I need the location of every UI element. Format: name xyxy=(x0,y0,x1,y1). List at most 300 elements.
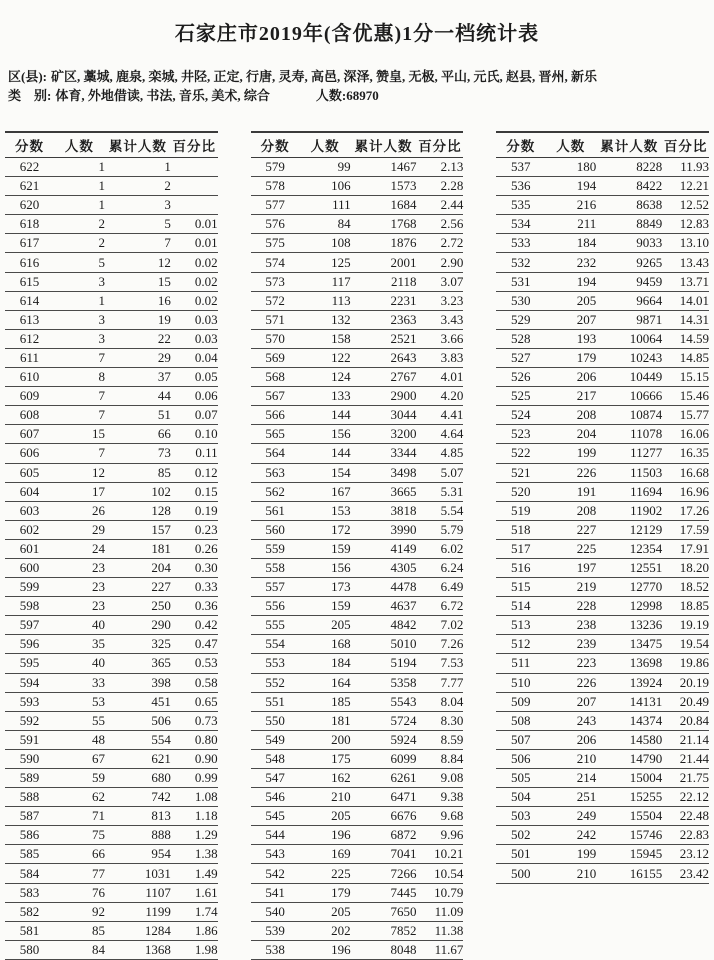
score-row xyxy=(496,406,709,425)
score-cell: 513 xyxy=(496,616,545,635)
count-cell: 154 xyxy=(300,463,351,482)
percent-cell: 2.72 xyxy=(417,234,464,253)
cumulative-cell: 128 xyxy=(105,501,171,520)
percent-cell: 0.19 xyxy=(171,501,218,520)
cumulative-cell: 13236 xyxy=(596,616,662,635)
score-row xyxy=(251,902,464,921)
count-cell: 3 xyxy=(54,272,105,291)
score-cell: 581 xyxy=(5,921,54,940)
score-cell: 500 xyxy=(496,864,545,883)
score-cell: 532 xyxy=(496,253,545,272)
score-row xyxy=(5,921,218,940)
score-cell: 530 xyxy=(496,291,545,310)
score-row xyxy=(496,520,709,539)
percent-cell: 19.86 xyxy=(662,654,709,673)
score-row xyxy=(5,310,218,329)
score-cell: 613 xyxy=(5,310,54,329)
count-cell: 153 xyxy=(300,501,351,520)
cumulative-cell: 7445 xyxy=(351,883,417,902)
cumulative-cell: 12354 xyxy=(596,539,662,558)
count-cell: 67 xyxy=(54,749,105,768)
percent-cell: 20.19 xyxy=(662,673,709,692)
count-cell: 84 xyxy=(300,215,351,234)
percent-cell: 6.49 xyxy=(417,578,464,597)
percent-cell: 15.46 xyxy=(662,387,709,406)
cumulative-cell: 6676 xyxy=(351,807,417,826)
score-cell: 603 xyxy=(5,501,54,520)
percent-cell: 1.61 xyxy=(171,883,218,902)
cumulative-cell: 398 xyxy=(105,673,171,692)
score-tables xyxy=(5,131,709,960)
cumulative-cell: 365 xyxy=(105,654,171,673)
count-cell: 59 xyxy=(54,769,105,788)
percent-cell: 14.31 xyxy=(662,310,709,329)
score-cell: 579 xyxy=(251,158,300,177)
score-row xyxy=(251,921,464,940)
count-cell: 227 xyxy=(545,520,596,539)
cumulative-cell: 8228 xyxy=(596,158,662,177)
percent-cell: 10.54 xyxy=(417,864,464,883)
score-cell: 559 xyxy=(251,539,300,558)
percent-cell: 6.24 xyxy=(417,558,464,577)
cumulative-cell: 13924 xyxy=(596,673,662,692)
score-row xyxy=(251,558,464,577)
score-cell: 620 xyxy=(5,196,54,215)
score-cell: 583 xyxy=(5,883,54,902)
score-cell: 543 xyxy=(251,845,300,864)
cumulative-cell: 3200 xyxy=(351,425,417,444)
score-row xyxy=(496,329,709,348)
score-row xyxy=(5,558,218,577)
percent-cell: 4.85 xyxy=(417,444,464,463)
percent-cell: 11.38 xyxy=(417,921,464,940)
region-line xyxy=(8,67,706,86)
cumulative-cell: 12551 xyxy=(596,558,662,577)
cumulative-cell: 1 xyxy=(105,158,171,177)
score-row xyxy=(251,444,464,463)
cumulative-cell: 1368 xyxy=(105,940,171,959)
score-cell: 561 xyxy=(251,501,300,520)
percent-cell: 2.90 xyxy=(417,253,464,272)
cumulative-cell: 10243 xyxy=(596,348,662,367)
percent-cell: 4.41 xyxy=(417,406,464,425)
percent-cell: 6.02 xyxy=(417,539,464,558)
score-row xyxy=(496,291,709,310)
score-row xyxy=(5,272,218,291)
cumulative-cell: 3498 xyxy=(351,463,417,482)
score-row xyxy=(251,749,464,768)
score-row xyxy=(496,348,709,367)
percent-cell: 14.01 xyxy=(662,291,709,310)
score-row xyxy=(251,788,464,807)
percent-cell: 18.52 xyxy=(662,578,709,597)
percent-cell: 13.71 xyxy=(662,272,709,291)
count-cell: 124 xyxy=(300,368,351,387)
score-row xyxy=(251,234,464,253)
cumulative-cell: 2521 xyxy=(351,329,417,348)
cumulative-cell: 742 xyxy=(105,788,171,807)
percent-cell: 0.33 xyxy=(171,578,218,597)
score-row xyxy=(251,635,464,654)
cumulative-cell: 12 xyxy=(105,253,171,272)
cumulative-cell: 66 xyxy=(105,425,171,444)
percent-cell: 1.38 xyxy=(171,845,218,864)
percent-cell: 5.54 xyxy=(417,501,464,520)
count-cell: 180 xyxy=(545,158,596,177)
score-row xyxy=(251,368,464,387)
score-row xyxy=(251,654,464,673)
percent-cell: 0.36 xyxy=(171,597,218,616)
score-row xyxy=(5,864,218,883)
score-cell: 597 xyxy=(5,616,54,635)
percent-cell: 0.02 xyxy=(171,272,218,291)
score-cell: 610 xyxy=(5,368,54,387)
count-cell: 111 xyxy=(300,196,351,215)
cumulative-cell: 250 xyxy=(105,597,171,616)
count-cell: 53 xyxy=(54,692,105,711)
score-row xyxy=(496,807,709,826)
percent-cell: 0.04 xyxy=(171,348,218,367)
score-row xyxy=(496,769,709,788)
score-row xyxy=(5,425,218,444)
score-row xyxy=(251,520,464,539)
percent-cell: 2.44 xyxy=(417,196,464,215)
score-row xyxy=(496,692,709,711)
score-row xyxy=(251,864,464,883)
percent-cell: 0.01 xyxy=(171,215,218,234)
score-row xyxy=(5,730,218,749)
count-cell: 1 xyxy=(54,177,105,196)
count-cell: 226 xyxy=(545,673,596,692)
score-cell: 557 xyxy=(251,578,300,597)
percent-cell: 13.10 xyxy=(662,234,709,253)
percent-cell: 14.85 xyxy=(662,348,709,367)
score-cell: 529 xyxy=(496,310,545,329)
percent-cell: 9.08 xyxy=(417,769,464,788)
count-cell: 225 xyxy=(300,864,351,883)
cumulative-cell: 13475 xyxy=(596,635,662,654)
count-cell: 242 xyxy=(545,826,596,845)
score-cell: 578 xyxy=(251,177,300,196)
count-cell: 191 xyxy=(545,482,596,501)
percent-cell: 0.90 xyxy=(171,749,218,768)
cumulative-cell: 4149 xyxy=(351,539,417,558)
score-row xyxy=(251,196,464,215)
count-cell: 3 xyxy=(54,310,105,329)
score-cell: 612 xyxy=(5,329,54,348)
cumulative-cell: 290 xyxy=(105,616,171,635)
score-cell: 514 xyxy=(496,597,545,616)
count-cell: 77 xyxy=(54,864,105,883)
percent-cell: 0.73 xyxy=(171,711,218,730)
cumulative-cell: 1284 xyxy=(105,921,171,940)
count-cell: 208 xyxy=(545,406,596,425)
count-cell: 40 xyxy=(54,654,105,673)
score-cell: 593 xyxy=(5,692,54,711)
percent-cell: 0.53 xyxy=(171,654,218,673)
score-row xyxy=(5,482,218,501)
score-row xyxy=(5,616,218,635)
cumulative-cell: 6471 xyxy=(351,788,417,807)
percent-cell: 0.65 xyxy=(171,692,218,711)
column-header-2: 累计人数 xyxy=(105,132,171,158)
score-cell: 558 xyxy=(251,558,300,577)
cumulative-cell: 14790 xyxy=(596,749,662,768)
percent-cell: 0.01 xyxy=(171,234,218,253)
score-cell: 618 xyxy=(5,215,54,234)
cumulative-cell: 5 xyxy=(105,215,171,234)
percent-cell: 17.59 xyxy=(662,520,709,539)
percent-cell: 8.30 xyxy=(417,711,464,730)
column-header-3: 百分比 xyxy=(417,132,464,158)
score-row xyxy=(251,501,464,520)
score-row xyxy=(251,807,464,826)
count-cell: 179 xyxy=(545,348,596,367)
score-cell: 526 xyxy=(496,368,545,387)
percent-cell: 17.26 xyxy=(662,501,709,520)
percent-cell: 1.08 xyxy=(171,788,218,807)
count-cell: 7 xyxy=(54,406,105,425)
cumulative-cell: 8849 xyxy=(596,215,662,234)
cumulative-cell: 2231 xyxy=(351,291,417,310)
percent-cell: 3.07 xyxy=(417,272,464,291)
cumulative-cell: 12129 xyxy=(596,520,662,539)
column-header-0: 分数 xyxy=(496,132,545,158)
score-row xyxy=(496,463,709,482)
count-cell: 200 xyxy=(300,730,351,749)
percent-cell: 0.23 xyxy=(171,520,218,539)
score-cell: 502 xyxy=(496,826,545,845)
cumulative-cell: 10874 xyxy=(596,406,662,425)
score-cell: 524 xyxy=(496,406,545,425)
cumulative-cell: 5194 xyxy=(351,654,417,673)
cumulative-cell: 4637 xyxy=(351,597,417,616)
count-cell: 144 xyxy=(300,444,351,463)
cumulative-cell: 3818 xyxy=(351,501,417,520)
score-row xyxy=(251,291,464,310)
percent-cell: 1.49 xyxy=(171,864,218,883)
percent-cell xyxy=(171,158,218,177)
cumulative-cell: 3344 xyxy=(351,444,417,463)
count-cell: 12 xyxy=(54,463,105,482)
count-cell: 207 xyxy=(545,692,596,711)
count-cell: 194 xyxy=(545,272,596,291)
count-cell: 239 xyxy=(545,635,596,654)
score-cell: 516 xyxy=(496,558,545,577)
score-row xyxy=(5,807,218,826)
percent-cell: 9.68 xyxy=(417,807,464,826)
cumulative-cell: 16 xyxy=(105,291,171,310)
percent-cell: 8.84 xyxy=(417,749,464,768)
column-header-0: 分数 xyxy=(5,132,54,158)
score-cell: 570 xyxy=(251,329,300,348)
count-cell: 17 xyxy=(54,482,105,501)
score-row xyxy=(251,769,464,788)
score-row xyxy=(251,310,464,329)
cumulative-cell: 1467 xyxy=(351,158,417,177)
score-row xyxy=(251,482,464,501)
score-row xyxy=(5,177,218,196)
count-cell: 210 xyxy=(300,788,351,807)
score-cell: 546 xyxy=(251,788,300,807)
count-cell: 2 xyxy=(54,234,105,253)
percent-cell: 0.03 xyxy=(171,329,218,348)
category-line xyxy=(8,86,706,105)
score-row xyxy=(5,291,218,310)
percent-cell: 15.77 xyxy=(662,406,709,425)
count-cell: 173 xyxy=(300,578,351,597)
score-row xyxy=(5,463,218,482)
percent-cell: 0.80 xyxy=(171,730,218,749)
cumulative-cell: 10666 xyxy=(596,387,662,406)
count-cell: 62 xyxy=(54,788,105,807)
count-cell: 228 xyxy=(545,597,596,616)
cumulative-cell: 888 xyxy=(105,826,171,845)
score-cell: 569 xyxy=(251,348,300,367)
score-row xyxy=(5,788,218,807)
score-row xyxy=(496,234,709,253)
cumulative-cell: 554 xyxy=(105,730,171,749)
score-row xyxy=(496,425,709,444)
score-row xyxy=(251,539,464,558)
score-row xyxy=(496,272,709,291)
score-cell: 519 xyxy=(496,501,545,520)
percent-cell: 3.43 xyxy=(417,310,464,329)
percent-cell: 0.06 xyxy=(171,387,218,406)
score-row xyxy=(5,635,218,654)
cumulative-cell: 954 xyxy=(105,845,171,864)
score-cell: 550 xyxy=(251,711,300,730)
score-cell: 608 xyxy=(5,406,54,425)
cumulative-cell: 6261 xyxy=(351,769,417,788)
cumulative-cell: 4842 xyxy=(351,616,417,635)
cumulative-cell: 1573 xyxy=(351,177,417,196)
count-cell: 194 xyxy=(545,177,596,196)
cumulative-cell: 1768 xyxy=(351,215,417,234)
cumulative-cell: 227 xyxy=(105,578,171,597)
count-cell: 23 xyxy=(54,578,105,597)
score-row xyxy=(496,482,709,501)
score-row xyxy=(496,444,709,463)
count-cell: 167 xyxy=(300,482,351,501)
cumulative-cell: 9265 xyxy=(596,253,662,272)
percent-cell: 7.77 xyxy=(417,673,464,692)
count-cell: 113 xyxy=(300,291,351,310)
score-cell: 503 xyxy=(496,807,545,826)
score-cell: 545 xyxy=(251,807,300,826)
count-cell: 26 xyxy=(54,501,105,520)
score-cell: 551 xyxy=(251,692,300,711)
score-cell: 564 xyxy=(251,444,300,463)
count-cell: 196 xyxy=(300,940,351,959)
cumulative-cell: 813 xyxy=(105,807,171,826)
percent-cell: 0.12 xyxy=(171,463,218,482)
column-header-1: 人数 xyxy=(545,132,596,158)
count-cell: 84 xyxy=(54,940,105,959)
score-row xyxy=(5,673,218,692)
score-cell: 588 xyxy=(5,788,54,807)
cumulative-cell: 5358 xyxy=(351,673,417,692)
count-cell: 159 xyxy=(300,597,351,616)
score-cell: 615 xyxy=(5,272,54,291)
percent-cell: 8.59 xyxy=(417,730,464,749)
percent-cell: 0.58 xyxy=(171,673,218,692)
score-cell: 555 xyxy=(251,616,300,635)
count-cell: 5 xyxy=(54,253,105,272)
score-table-middle xyxy=(251,131,464,960)
cumulative-cell: 3 xyxy=(105,196,171,215)
score-cell: 552 xyxy=(251,673,300,692)
percent-cell: 18.85 xyxy=(662,597,709,616)
score-row xyxy=(5,539,218,558)
total-count: 人数:68970 xyxy=(315,88,379,103)
score-cell: 566 xyxy=(251,406,300,425)
percent-cell: 21.44 xyxy=(662,749,709,768)
count-cell: 2 xyxy=(54,215,105,234)
score-row xyxy=(5,711,218,730)
count-cell: 71 xyxy=(54,807,105,826)
score-row xyxy=(496,215,709,234)
score-row xyxy=(5,348,218,367)
score-row xyxy=(251,673,464,692)
score-cell: 511 xyxy=(496,654,545,673)
percent-cell: 0.02 xyxy=(171,291,218,310)
percent-cell: 0.15 xyxy=(171,482,218,501)
score-table-left xyxy=(5,131,218,960)
percent-cell: 20.84 xyxy=(662,711,709,730)
score-cell: 591 xyxy=(5,730,54,749)
column-header-3: 百分比 xyxy=(662,132,709,158)
cumulative-cell: 5924 xyxy=(351,730,417,749)
score-row xyxy=(5,253,218,272)
cumulative-cell: 14374 xyxy=(596,711,662,730)
score-row xyxy=(5,578,218,597)
cumulative-cell: 1199 xyxy=(105,902,171,921)
percent-cell: 2.56 xyxy=(417,215,464,234)
score-row xyxy=(251,692,464,711)
percent-cell: 7.26 xyxy=(417,635,464,654)
score-row xyxy=(496,826,709,845)
score-cell: 506 xyxy=(496,749,545,768)
percent-cell: 7.02 xyxy=(417,616,464,635)
score-cell: 553 xyxy=(251,654,300,673)
percent-cell: 10.21 xyxy=(417,845,464,864)
score-cell: 586 xyxy=(5,826,54,845)
percent-cell: 3.83 xyxy=(417,348,464,367)
cumulative-cell: 9033 xyxy=(596,234,662,253)
score-cell: 556 xyxy=(251,597,300,616)
score-row xyxy=(251,826,464,845)
percent-cell: 0.05 xyxy=(171,368,218,387)
score-row xyxy=(5,406,218,425)
percent-cell: 0.10 xyxy=(171,425,218,444)
percent-cell: 16.96 xyxy=(662,482,709,501)
cumulative-cell: 5543 xyxy=(351,692,417,711)
percent-cell xyxy=(171,196,218,215)
count-cell: 66 xyxy=(54,845,105,864)
percent-cell: 4.64 xyxy=(417,425,464,444)
count-cell: 29 xyxy=(54,520,105,539)
count-cell: 117 xyxy=(300,272,351,291)
count-cell: 251 xyxy=(545,788,596,807)
score-cell: 563 xyxy=(251,463,300,482)
percent-cell: 17.91 xyxy=(662,539,709,558)
cumulative-cell: 2900 xyxy=(351,387,417,406)
column-header-2: 累计人数 xyxy=(351,132,417,158)
percent-cell: 11.09 xyxy=(417,902,464,921)
header-row xyxy=(496,132,709,158)
percent-cell: 0.03 xyxy=(171,310,218,329)
